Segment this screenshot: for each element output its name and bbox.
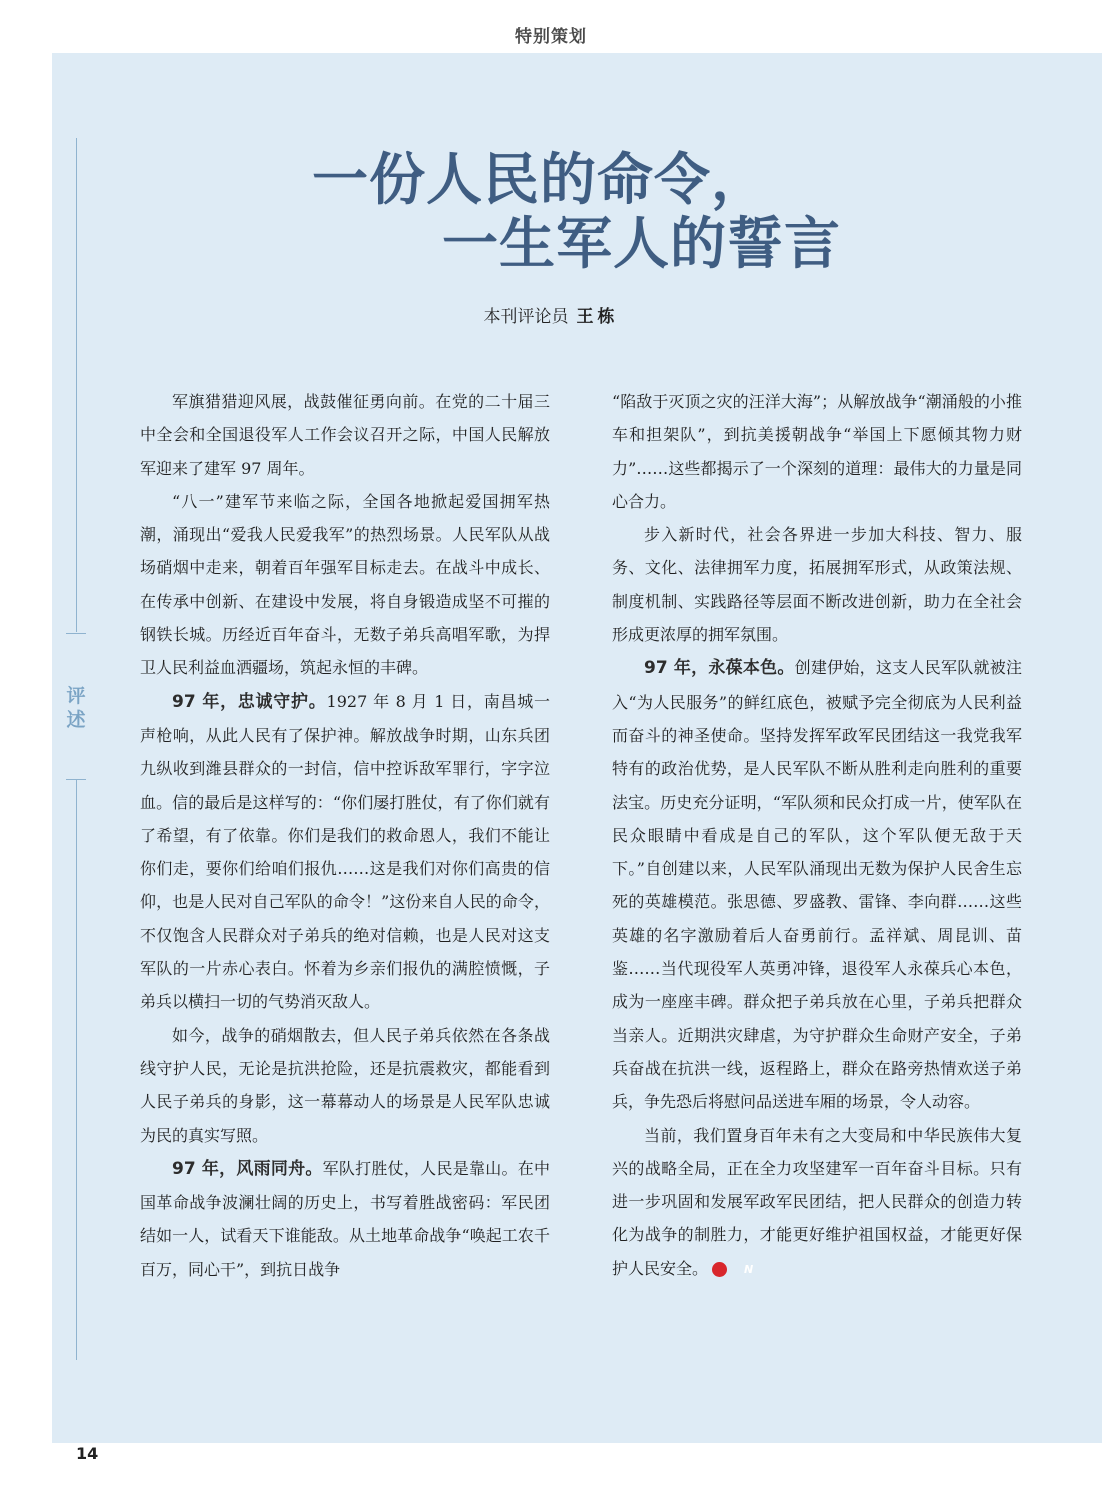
paragraph-body: 军队打胜仗，人民是靠山。在中国革命战争波澜壮阔的历史上，书写着胜战密码：军民团结如一人，试看天下谁能敌。从土地革命战争“唤起工农千百万，同心干”，到抗日战争 xyxy=(140,1158,550,1279)
paragraph-continued: “陷敌于灭顶之灾的汪洋大海”；从解放战争“潮涌般的小推车和担架队”，到抗美援朝战争“举国上下愿倾其物力财力”……这些都揭示了一个深刻的道理：最伟大的力量是同心合力。 xyxy=(612,392,1022,511)
paragraph-body: 当前，我们置身百年未有之大变局和中华民族伟大复兴的战略全局，正在全力攻坚建军一百年奋斗目标。只有进一步巩固和发展军政军民团结，把人民群众的创造力转化为战争的制胜力，才能更好维护祖国权益，才能更好保护人民安全。 xyxy=(612,1125,1022,1278)
sidebar-rule-top xyxy=(76,138,77,632)
paragraph: “八一”建军节来临之际，全国各地掀起爱国拥军热潮，涌现出“爱我人民爱我军”的热烈场景。人民军队从战场硝烟中走来，朝着百年强军目标走去。在战斗中成长、在传承中创新、在建设中发展，将自身锻造成坚不可摧的钢铁长城。历经近百年奋斗，无数子弟兵高唱军歌，为捍卫人民利益血洒疆场，筑起永恒的丰碑。 xyxy=(140,491,550,678)
byline-role: 本刊评论员 xyxy=(483,307,569,327)
sidebar-rule-bottom xyxy=(76,780,77,1360)
paragraph-lead: 97 年，忠诚守护。 xyxy=(172,691,327,712)
paragraph: 如今，战争的硝烟散去，但人民子弟兵依然在各条战线守护人民，无论是抗洪抢险，还是抗震救灾，都能看到人民子弟兵的身影，这一幕幕动人的场景是人民军队忠诚为民的真实写照。 xyxy=(140,1025,550,1145)
end-mark-icon: N xyxy=(712,1262,727,1277)
section-header: 特别策划 xyxy=(515,27,587,47)
paragraph-lead: 97 年，风雨同舟。 xyxy=(172,1158,323,1179)
paragraph: 步入新时代，社会各界进一步加大科技、智力、服务、文化、法律拥军力度，拓展拥军形式，从政策法规、制度机制、实践路径等层面不断改进创新，助力在全社会形成更浓厚的拥军氛围。 xyxy=(612,525,1022,645)
article-title-line-1: 一份人民的命令， xyxy=(312,147,768,213)
paragraph-lead: 97 年，永葆本色。 xyxy=(644,658,795,679)
byline xyxy=(0,302,1102,327)
page-number: 14 xyxy=(76,1444,99,1463)
paragraph xyxy=(140,685,550,1019)
paragraph-body: 创建伊始，这支人民军队就被注入“为人民服务”的鲜红底色，被赋予完全彻底为人民利益而奋斗的神圣使命。坚持发挥军政军民团结这一我党我军特有的政治优势，是人民军队不断从胜利走向胜利的重要法宝。历史充分证明，“军队须和民众打成一片，使军队在民众眼睛中看成是自己的军队，这个军队便无敌于天下。”自创建以来，人民军队涌现出无数为保护人民舍生忘死的英雄模范。张思德、罗盛教、雷锋、李向群……这些英雄的名字激励着后人奋勇前行。孟祥斌、周昆训、苗鉴……当代现役军人英勇冲锋，退役军人永葆兵心本色，成为一座座丰碑。群众把子弟兵放在心里，子弟兵把群众当亲人。近期洪灾肆虐，为守护群众生命财产安全，子弟兵奋战在抗洪一线，返程路上，群众在路旁热情欢送子弟兵，争先恐后将慰问品送进车厢的场景，令人动容。 xyxy=(612,658,1022,1112)
paragraph xyxy=(612,1119,1022,1285)
article-title-line-2: 一生军人的誓言 xyxy=(442,211,841,277)
sidebar-label: 评述 xyxy=(66,685,86,731)
paragraph xyxy=(140,1152,550,1286)
sidebar-tick-top xyxy=(66,633,86,634)
paragraph xyxy=(612,651,1022,1118)
paragraph: 军旗猎猎迎风展，战鼓催征勇向前。在党的二十届三中全会和全国退役军人工作会议召开之际，中国人民解放军迎来了建军 97 周年。 xyxy=(140,392,550,478)
article-column-left xyxy=(140,385,550,1286)
paragraph-body: 1927 年 8 月 1 日，南昌城一声枪响，从此人民有了保护神。解放战争时期，山东兵团九纵收到潍县群众的一封信，信中控诉敌军罪行，字字泣血。信的最后是这样写的：“你们屡打胜仗，有了你们就有了希望，有了依靠。你们是我们的救命恩人，我们不能让你们走，要你们给咱们报仇……这是我们对你们高贵的信仰，也是人民对自己军队的命令！”这份来自人民的命令，不仅饱含人民群众对子弟兵的绝对信赖，也是人民对这支军队的一片赤心表白。怀着为乡亲们报仇的满腔愤慨，子弟兵以横扫一切的气势消灭敌人。 xyxy=(140,691,550,1012)
byline-author: 王栋 xyxy=(576,307,619,327)
article-column-right xyxy=(612,385,1022,1285)
